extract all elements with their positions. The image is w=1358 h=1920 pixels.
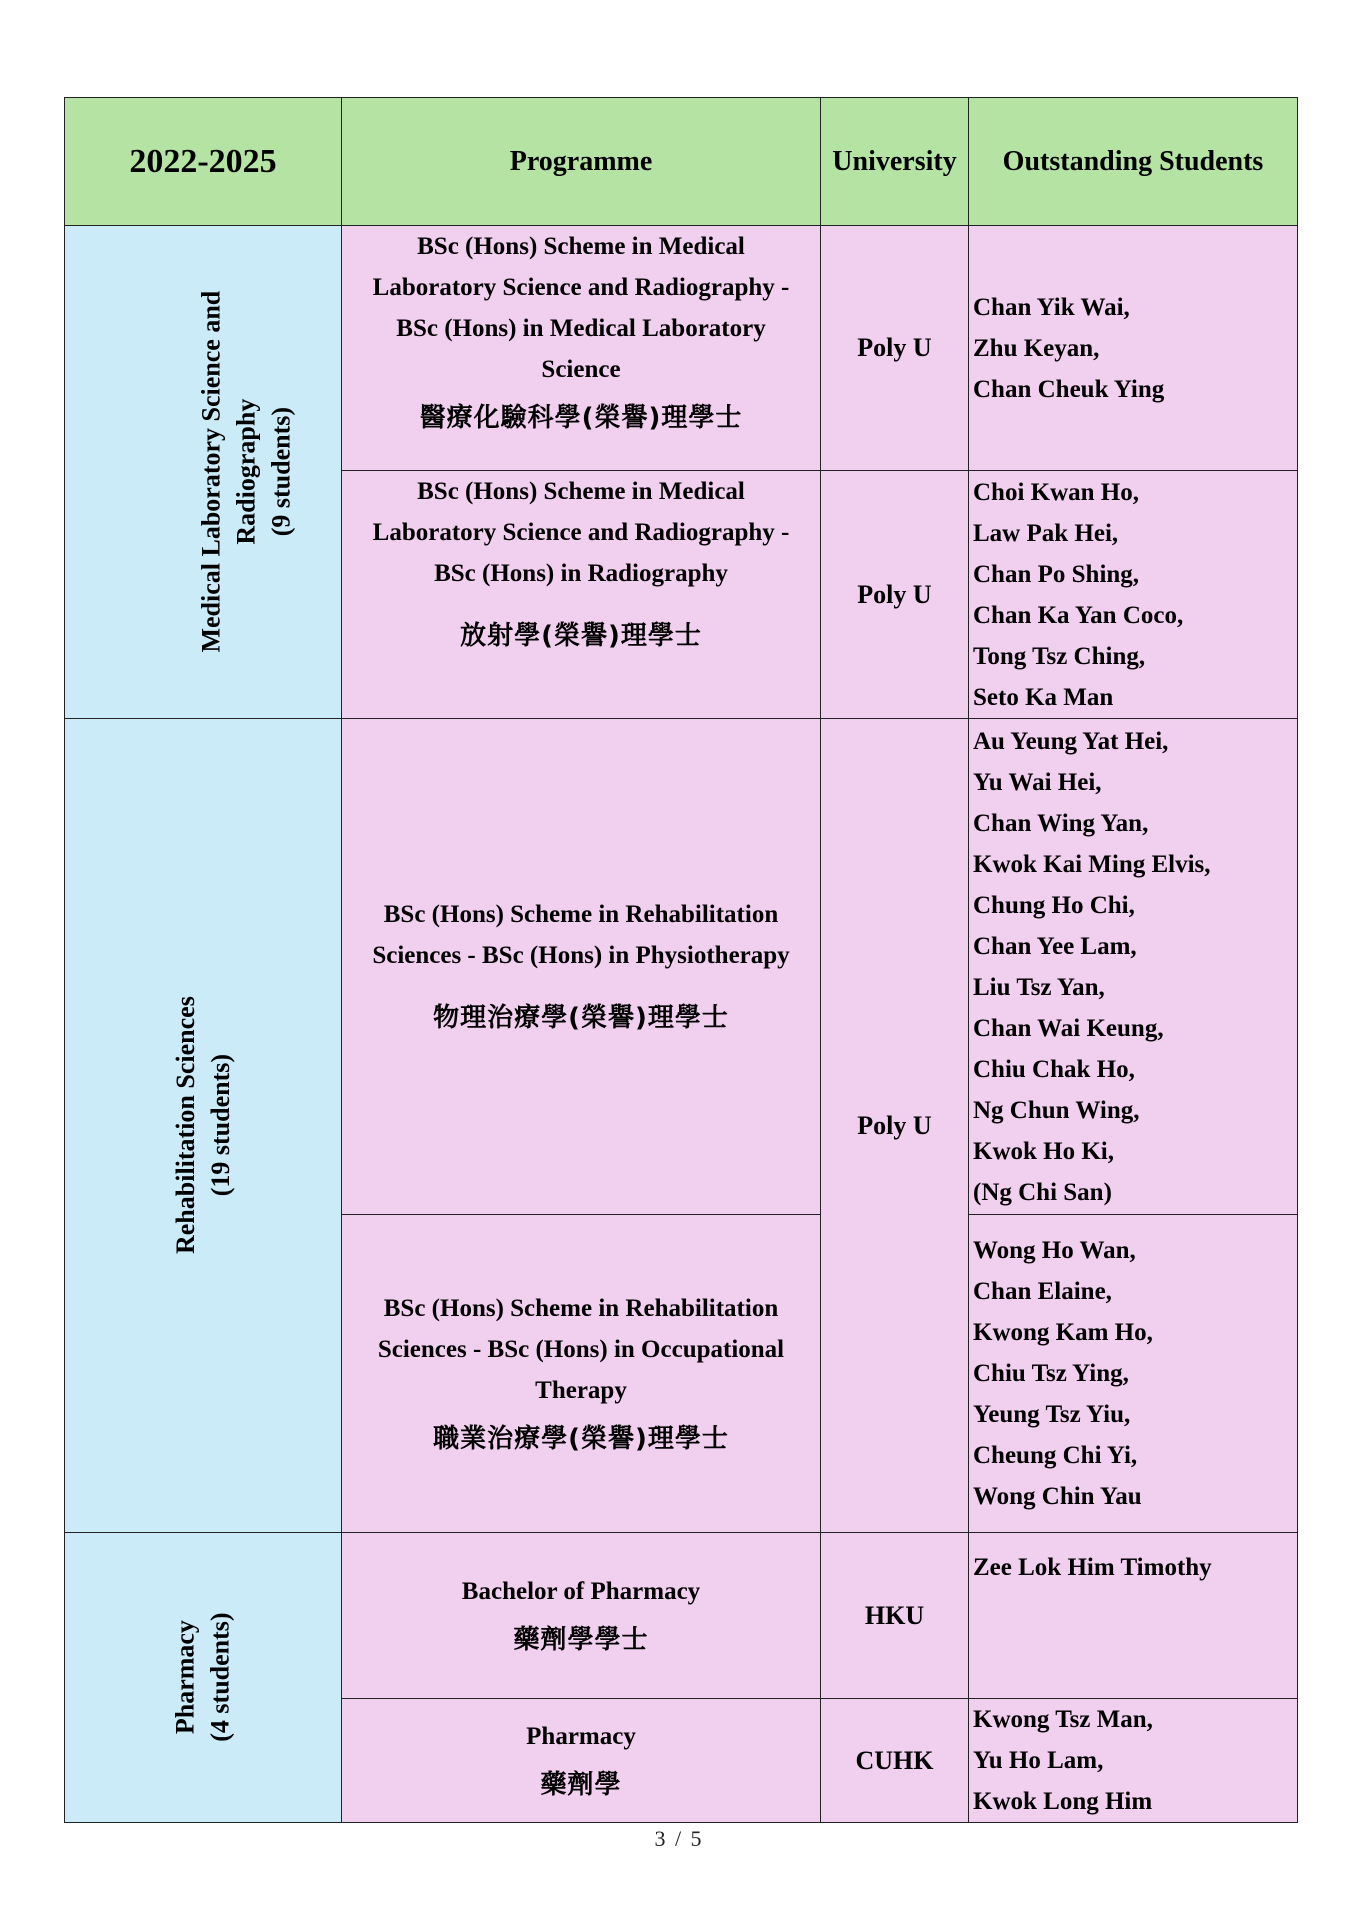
header-year: 2022-2025 — [65, 98, 342, 226]
table-row — [65, 226, 1298, 471]
table-row — [65, 719, 1298, 1215]
header-row — [65, 98, 1298, 226]
programme-cell: BSc (Hons) Scheme in Medical Laboratory Science and Radiography - BSc (Hons) in Radiography 放射學(榮譽)理學士 — [342, 471, 821, 719]
programme-chinese: 藥劑學學士 — [513, 1624, 649, 1655]
students-cell: Zee Lok Him Timothy — [969, 1533, 1298, 1699]
programme-chinese: 藥劑學 — [540, 1769, 622, 1800]
university-cell: Poly U — [821, 719, 969, 1533]
outstanding-students-table — [64, 97, 1298, 1823]
programme-cell: Pharmacy 藥劑學 — [342, 1699, 821, 1823]
programme-chinese: 放射學(榮譽)理學士 — [460, 621, 702, 651]
programme-chinese: 職業治療學(榮譽)理學士 — [433, 1423, 729, 1454]
category-rehabilitation: Rehabilitation Sciences (19 students) — [65, 719, 342, 1533]
table-row — [65, 1533, 1298, 1699]
students-cell: Choi Kwan Ho, Law Pak Hei, Chan Po Shing, Chan Ka Yan Coco, Tong Tsz Ching, Seto Ka Man — [969, 471, 1298, 719]
programme-cell: BSc (Hons) Scheme in Rehabilitation Sciences - BSc (Hons) in Occupational Therapy 職業治療學(榮譽)理學士 — [342, 1215, 821, 1533]
university-cell: Poly U — [821, 226, 969, 471]
page-number: 3 / 5 — [654, 1826, 704, 1851]
students-cell: Wong Ho Wan, Chan Elaine, Kwong Kam Ho, Chiu Tsz Ying, Yeung Tsz Yiu, Cheung Chi Yi, Wong Chin Yau — [969, 1215, 1298, 1533]
programme-chinese: 物理治療學(榮譽)理學士 — [433, 1003, 729, 1033]
university-cell: HKU — [821, 1533, 969, 1699]
university-cell: CUHK — [821, 1699, 969, 1823]
programme-cell: BSc (Hons) Scheme in Medical Laboratory Science and Radiography - BSc (Hons) in Medical Laboratory Science 醫療化驗科學(榮譽)理學士 — [342, 226, 821, 471]
category-medical-lab: Medical Laboratory Science and Radiography (9 students) — [65, 226, 342, 719]
header-students: Outstanding Students — [969, 98, 1298, 226]
students-cell: Kwong Tsz Man, Yu Ho Lam, Kwok Long Him — [969, 1699, 1298, 1823]
university-cell: Poly U — [821, 471, 969, 719]
programme-cell: BSc (Hons) Scheme in Rehabilitation Sciences - BSc (Hons) in Physiotherapy 物理治療學(榮譽)理學士 — [342, 719, 821, 1215]
header-programme: Programme — [342, 98, 821, 226]
category-pharmacy: Pharmacy (4 students) — [65, 1533, 342, 1823]
students-cell: Chan Yik Wai, Zhu Keyan, Chan Cheuk Ying — [969, 226, 1298, 471]
students-cell: Au Yeung Yat Hei, Yu Wai Hei, Chan Wing Yan, Kwok Kai Ming Elvis, Chung Ho Chi, Chan Yee Lam, Liu Tsz Yan, Chan Wai Keung, Chiu Chak Ho, Ng Chun Wing, Kwok Ho Ki, (Ng Chi San) — [969, 719, 1298, 1215]
programme-chinese: 醫療化驗科學(榮譽)理學士 — [419, 403, 743, 433]
header-university: University — [821, 98, 969, 226]
programme-cell: Bachelor of Pharmacy 藥劑學學士 — [342, 1533, 821, 1699]
